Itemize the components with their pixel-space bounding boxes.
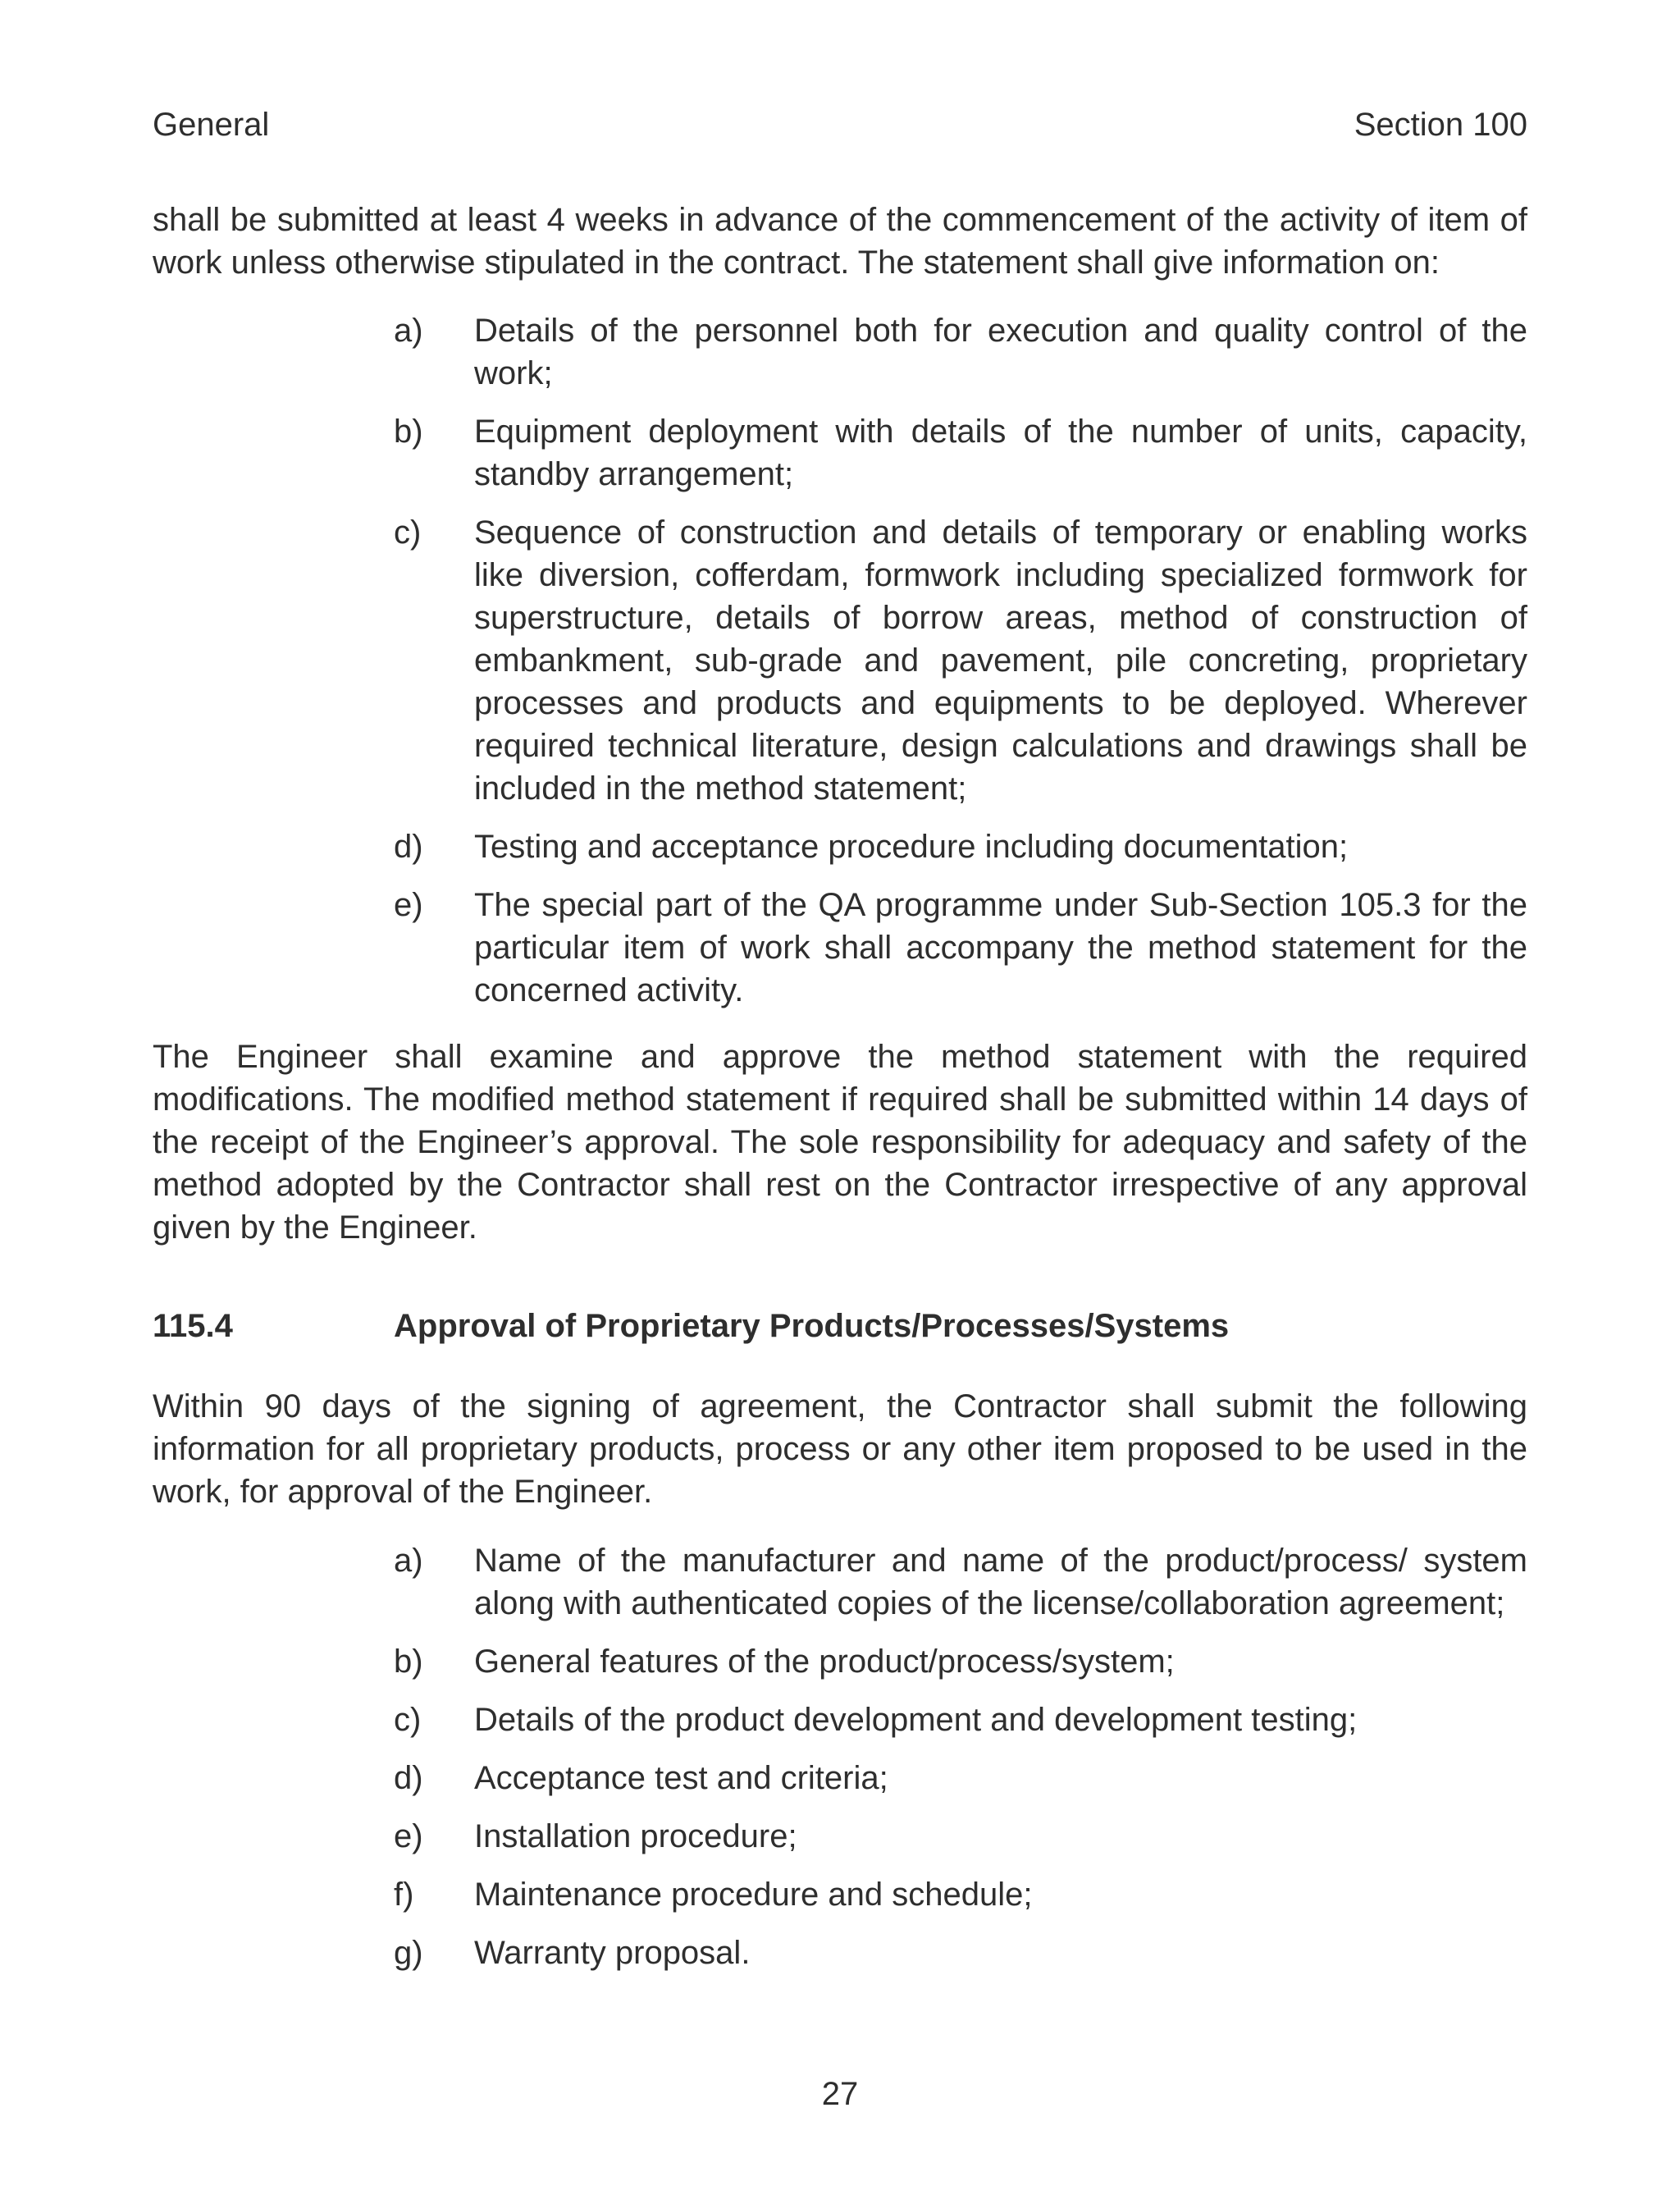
list-item (153, 1640, 1527, 1683)
list-item-label: a) (394, 313, 423, 349)
intro-paragraph: shall be submitted at least 4 weeks in advance of the commencement of the activity of item of work unless otherwise stipulated in the contract. The statement shall give information on: (153, 202, 1527, 281)
header-right: Section 100 (1354, 107, 1527, 143)
list-item-text: General features of the product/process/system; (474, 1644, 1175, 1680)
header-left: General (153, 107, 270, 143)
list-item-text: Warranty proposal. (474, 1935, 751, 1971)
section-number: 115.4 (153, 1308, 233, 1344)
list-item-label: e) (394, 1818, 423, 1854)
list-item-text: Name of the manufacturer and name of the product/process/ system along with authenticated copies of the license/collaboration agreement; (474, 1543, 1527, 1621)
list-item (153, 1757, 1527, 1799)
list-item-label: g) (394, 1935, 423, 1971)
list-item-label: b) (394, 1644, 423, 1680)
list-item (153, 1873, 1527, 1916)
page-header (153, 103, 1527, 146)
list-item (153, 1932, 1527, 1974)
section-title: Approval of Proprietary Products/Processes/Systems (394, 1308, 1230, 1344)
list-item (153, 884, 1527, 1012)
list-item (153, 309, 1527, 395)
list-item-label: e) (394, 887, 423, 923)
list-item-text: Acceptance test and criteria; (474, 1760, 888, 1796)
section-paragraph: Within 90 days of the signing of agreement, the Contractor shall submit the following information for all proprietary products, process or any other item proposed to be used in the work, for approval of the Engineer. (153, 1388, 1527, 1510)
list-item-text: Sequence of construction and details of temporary or enabling works like diversion, cofferdam, formwork including specialized formwork for superstructure, details of borrow areas, method of construction of embankment, sub-grade and pavement, pile concreting, proprietary processes and products and equipments to be deployed. Wherever required technical literature, design calculations and drawings shall be included in the method statement; (474, 514, 1527, 807)
list-item-label: a) (394, 1543, 423, 1579)
list-item-label: b) (394, 414, 423, 450)
proprietary-items-list (153, 1539, 1527, 1990)
list-item-label: d) (394, 1760, 423, 1796)
engineer-approval-paragraph: The Engineer shall examine and approve the method statement with the required modifications. The modified method statement if required shall be submitted within 14 days of the receipt of the Engineer’s approval. The sole responsibility for adequacy and safety of the method adopted by the Contractor shall rest on the Contractor irrespective of any approval given by the Engineer. (153, 1039, 1527, 1246)
list-item-label: f) (394, 1877, 414, 1913)
list-item-label: d) (394, 829, 423, 865)
list-item-text: Details of the product development and development testing; (474, 1702, 1358, 1738)
list-item (153, 825, 1527, 868)
page-number: 27 (821, 2076, 859, 2112)
list-item (153, 1539, 1527, 1625)
list-item-label: c) (394, 514, 422, 551)
list-item-label: c) (394, 1702, 422, 1738)
list-item-text: Equipment deployment with details of the number of units, capacity, standby arrangement; (474, 414, 1527, 492)
list-item-text: Testing and acceptance procedure including documentation; (474, 829, 1349, 865)
list-item (153, 410, 1527, 496)
method-statement-list (153, 309, 1527, 1027)
list-item (153, 1815, 1527, 1858)
list-item-text: Maintenance procedure and schedule; (474, 1877, 1033, 1913)
list-item-text: Installation procedure; (474, 1818, 797, 1854)
list-item (153, 1699, 1527, 1741)
list-item (153, 511, 1527, 810)
list-item-text: The special part of the QA programme under Sub-Section 105.3 for the particular item of work shall accompany the method statement for the concerned activity. (474, 887, 1527, 1008)
list-item-text: Details of the personnel both for execution and quality control of the work; (474, 313, 1527, 391)
